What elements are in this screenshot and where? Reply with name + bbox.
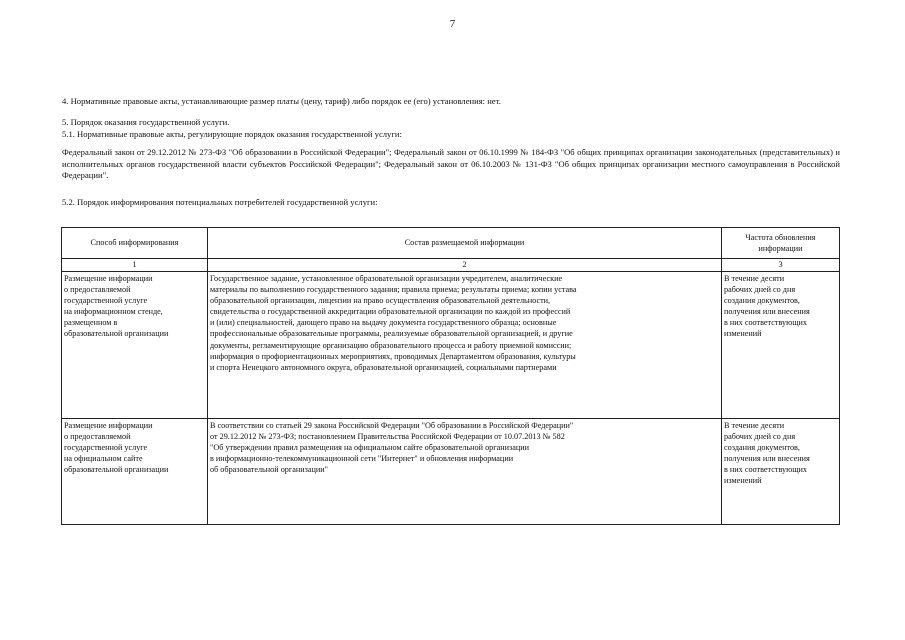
table-column-numbers-row	[62, 259, 840, 272]
frequency-line: В течение десяти	[724, 421, 785, 430]
content-line: образовательной организации, лицензии на право осуществления образовательной деятельности,	[210, 296, 551, 306]
section-5-1-text: Федеральный закон от 29.12.2012 № 273-ФЗ "Об образовании в Российской Федерации"; Федеральный закон от 06.10.1999 № 184-ФЗ "Об общих принципах организации законодательных (представительных) и исполнительных органов государственной власти субъектов Российской Федерации"; Федеральный закон от 06.10.2003 № 131-ФЗ "Об общих принципах организации местного самоуправления в Российской Федерации".	[62, 147, 840, 181]
frequency-line: в них соответствующих	[724, 318, 808, 328]
content-cell	[208, 272, 722, 419]
informing-table	[61, 227, 840, 525]
method-line: Размещение информации	[64, 421, 153, 430]
header-content: Состав размещаемой информации	[208, 228, 722, 259]
content-cell	[208, 419, 722, 525]
content-line: Государственное задание, установленное образовательной организации учредителем, аналитические	[210, 274, 563, 283]
method-line: образовательной организации	[64, 329, 169, 339]
column-number: 1	[62, 259, 208, 272]
method-line: о предоставляемой	[64, 285, 131, 295]
frequency-line: получения или внесения	[724, 307, 810, 317]
section-5-title: 5. Порядок оказания государственной услуги.	[62, 117, 230, 127]
frequency-line: изменений	[724, 476, 762, 486]
header-method: Способ информирования	[62, 228, 208, 259]
method-line: размещенном в	[64, 318, 118, 328]
section-4-text: 4. Нормативные правовые акты, устанавливающие размер платы (цену, тариф) либо порядок ее (его) установления: нет.	[62, 96, 501, 106]
method-cell	[62, 419, 208, 525]
method-line: образовательной организации	[64, 465, 169, 475]
method-line: на официальном сайте	[64, 454, 143, 464]
frequency-line: получения или внесения	[724, 454, 810, 464]
header-frequency: Частота обновления информации	[722, 228, 840, 259]
content-line: и спорта Ненецкого автономного округа, образовательной организацией, социальными партнерами	[210, 362, 557, 372]
method-cell	[62, 272, 208, 419]
frequency-cell	[722, 272, 840, 419]
content-line: и (или) специальностей, дающего право на выдачу документа государственного образца; основные	[210, 318, 557, 328]
frequency-line: создания документов,	[724, 296, 800, 306]
frequency-line: рабочих дней со дня	[724, 432, 796, 442]
content-line: профессиональные образовательные программы, реализуемые образовательной организацией, и другие	[210, 329, 573, 339]
frequency-line: изменений	[724, 329, 762, 339]
content-line: в информационно-телекоммуникационной сети "Интернет" и обновления информации	[210, 454, 514, 464]
content-line: В соответствии со статьей 29 закона Российской Федерации "Об образовании в Российской Федерации"	[210, 421, 574, 430]
method-line: государственной услуге	[64, 296, 148, 306]
frequency-line: рабочих дней со дня	[724, 285, 796, 295]
table-header-row	[62, 228, 840, 259]
content-line: свидетельства о государственной аккредитации образовательной организации по каждой из профессий	[210, 307, 571, 317]
content-line: "Об утверждении правил размещения на официальном сайте образовательной организации	[210, 443, 530, 453]
table-row	[62, 419, 840, 525]
page-number: 7	[449, 18, 456, 30]
column-number: 2	[208, 259, 722, 272]
section-5-2-title: 5.2. Порядок информирования потенциальных потребителей государственной услуги:	[62, 197, 378, 207]
method-line: на информационном стенде,	[64, 307, 163, 317]
frequency-line: В течение десяти	[724, 274, 785, 283]
content-line: информация о профориентационных мероприятиях, проводимых Департаментом образования, культуры	[210, 351, 576, 361]
content-line: документы, регламентирующие организацию образовательного процесса и работу приемной комиссии;	[210, 340, 572, 350]
content-line: от 29.12.2012 № 273-ФЗ; постановлением Правительства Российской Федерации от 10.07.2013 № 582	[210, 432, 565, 442]
frequency-cell	[722, 419, 840, 525]
section-5-1-title: 5.1. Нормативные правовые акты, регулирующие порядок оказания государственной услуги:	[62, 129, 402, 139]
frequency-line: в них соответствующих	[724, 465, 808, 475]
content-line: об образовательной организации"	[210, 465, 328, 475]
method-line: государственной услуге	[64, 443, 148, 453]
method-line: о предоставляемой	[64, 432, 131, 442]
table-row	[62, 272, 840, 419]
frequency-line: создания документов,	[724, 443, 800, 453]
column-number: 3	[722, 259, 840, 272]
content-line: материалы по выполнению государственного задания; правила приема; результаты приема; копии устава	[210, 285, 577, 295]
method-line: Размещение информации	[64, 274, 153, 283]
